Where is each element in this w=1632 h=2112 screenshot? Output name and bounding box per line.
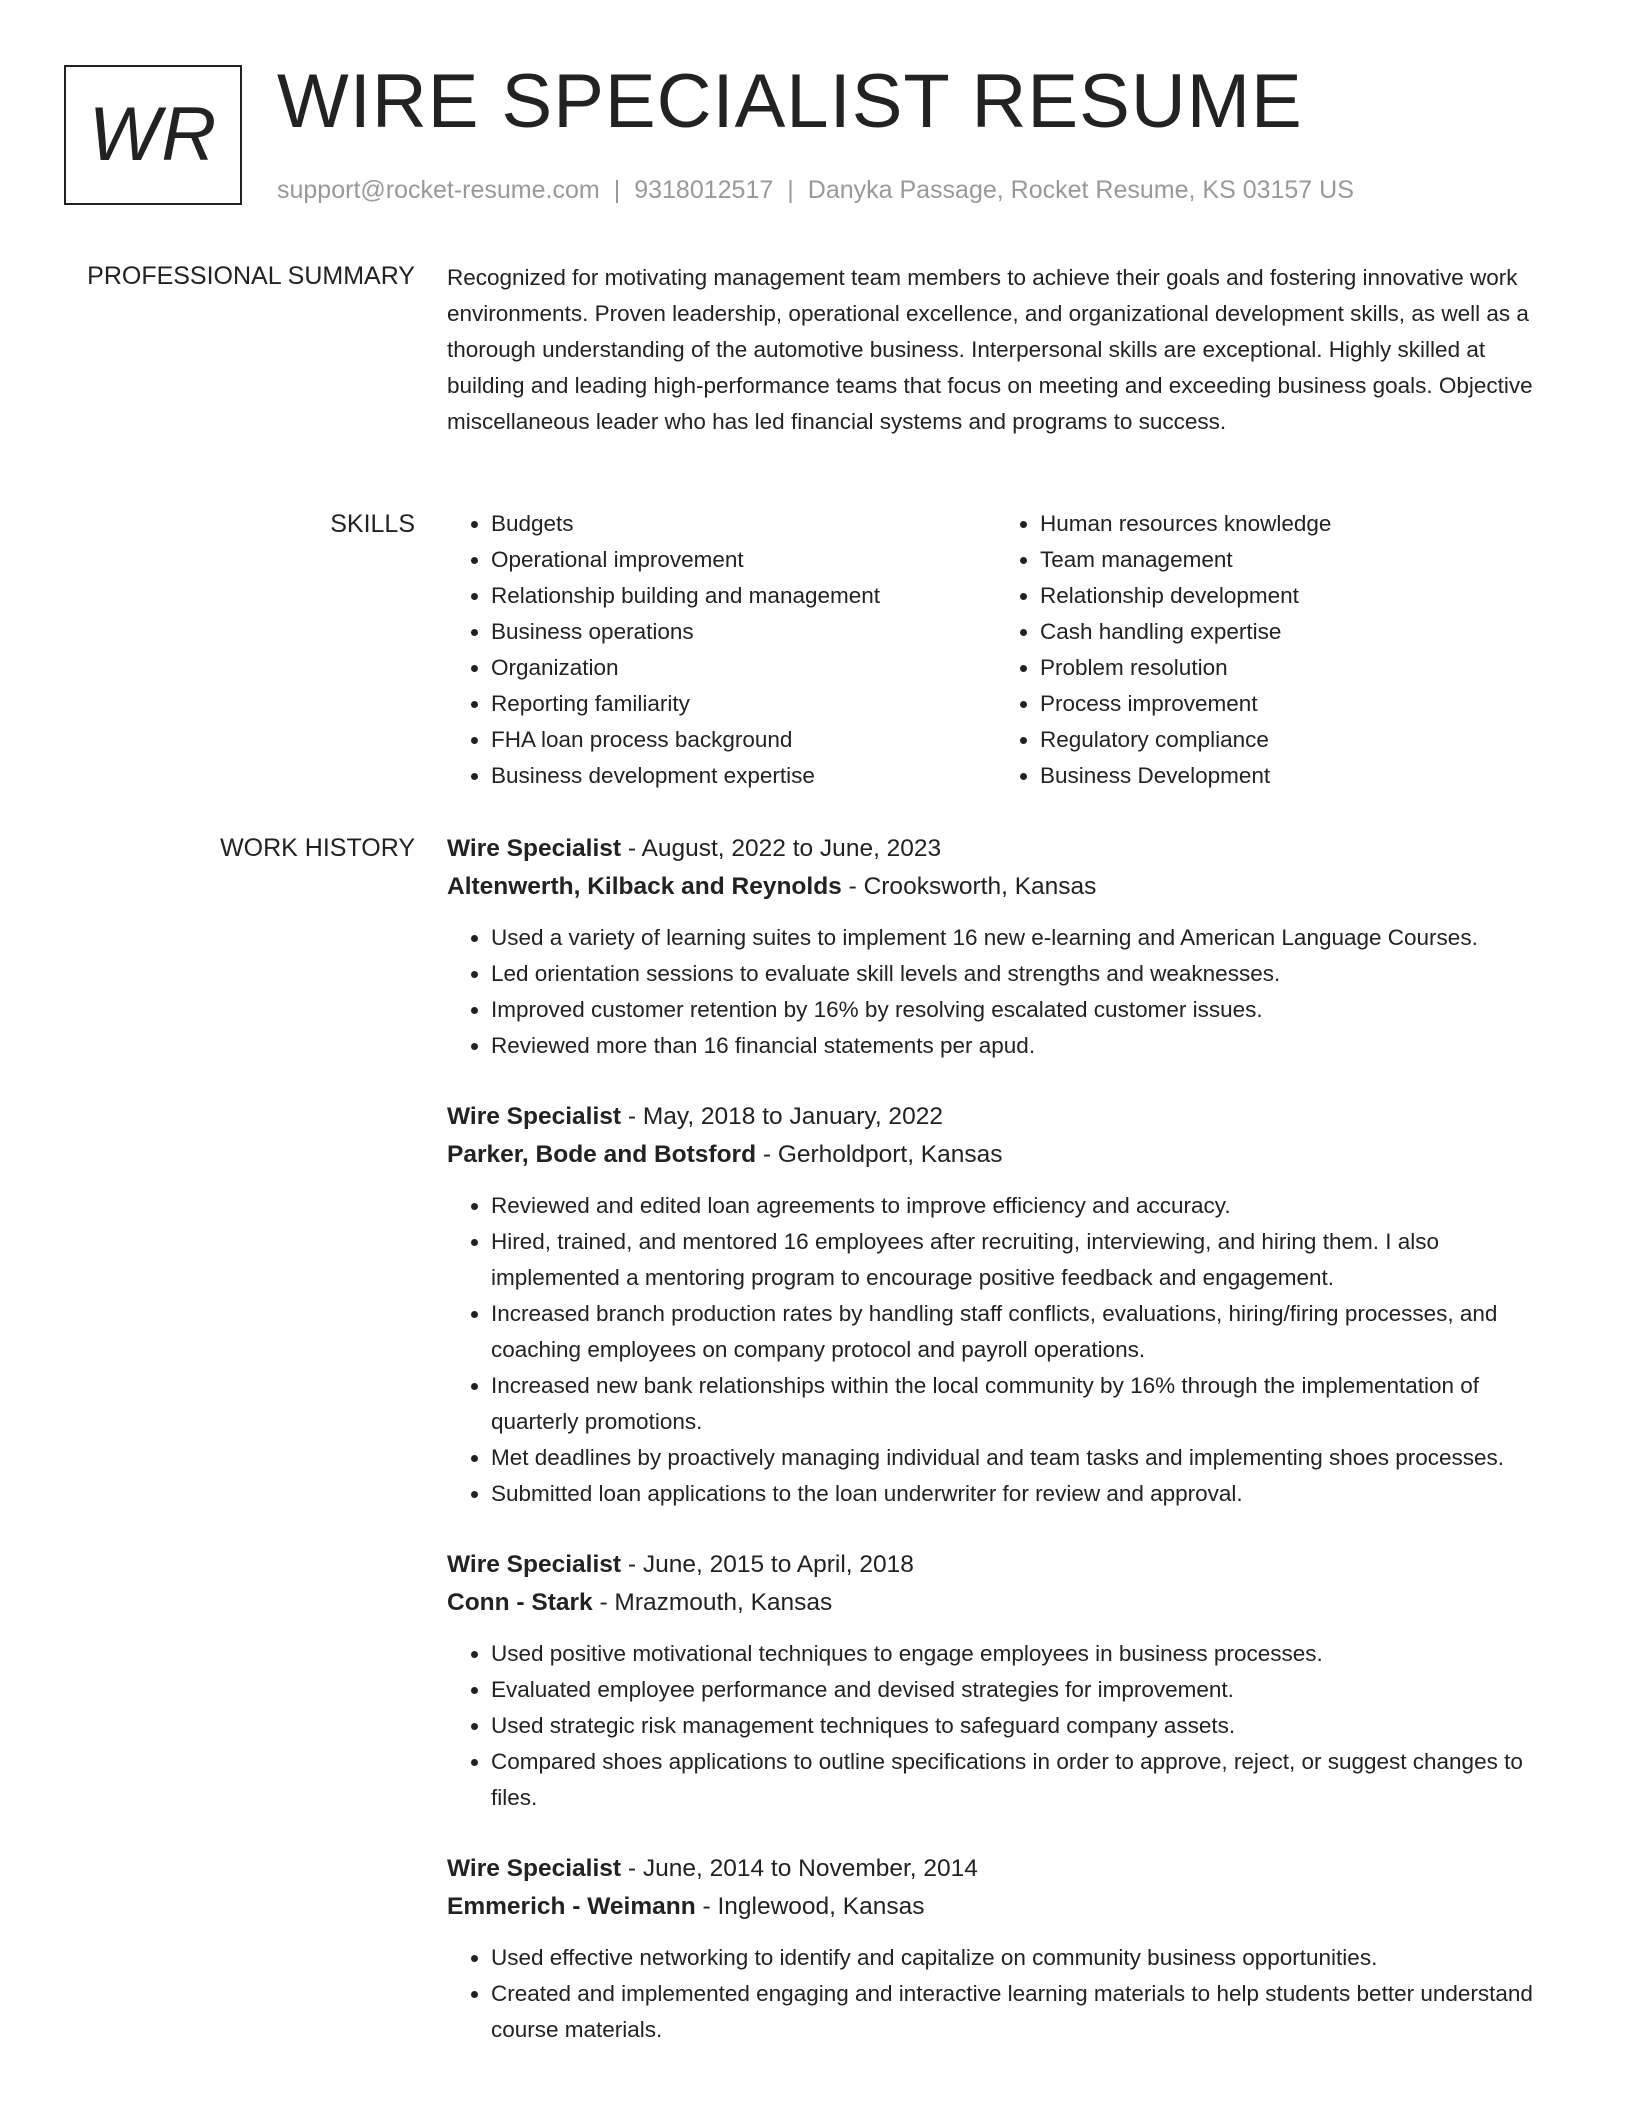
job-location: - Gerholdport, Kansas (756, 1141, 1003, 1168)
job-title: Wire Specialist (447, 835, 622, 862)
job-company: Parker, Bode and Botsford (447, 1141, 757, 1168)
job-company-line (447, 1584, 1572, 1622)
skill-item: • Operational improvement (491, 542, 996, 578)
professional-summary-heading: PROFESSIONAL SUMMARY (87, 262, 415, 290)
job-bullet: • Hired, trained, and mentored 16 employees after recruiting, interviewing, and hiring them. I also implemented a mentoring program to encourage positive feedback and engagement. (491, 1224, 1572, 1296)
job-bullet: • Led orientation sessions to evaluate skill levels and strengths and weaknesses. (491, 956, 1572, 992)
job-bullets (447, 920, 1572, 1064)
job-bullet: • Used a variety of learning suites to implement 16 new e-learning and American Language Courses. (491, 920, 1572, 956)
contact-separator: | (613, 176, 621, 204)
resume-title: WIRE SPECIALIST RESUME (277, 59, 1303, 144)
job-entry (447, 1098, 1572, 1512)
job-bullet: • Met deadlines by proactively managing individual and team tasks and implementing shoes processes. (491, 1440, 1572, 1476)
contact-separator: | (787, 176, 794, 204)
job-bullet: • Reviewed and edited loan agreements to improve efficiency and accuracy. (491, 1188, 1572, 1224)
skill-item: • Business operations (491, 614, 996, 650)
job-bullets (447, 1636, 1572, 1816)
work-history-heading: WORK HISTORY (220, 834, 415, 862)
job-company: Altenwerth, Kilback and Reynolds (447, 873, 842, 900)
skill-item: • Budgets (491, 506, 996, 542)
skills-list (447, 506, 1562, 794)
job-bullet: • Submitted loan applications to the loan underwriter for review and approval. (491, 1476, 1572, 1512)
skill-item: • Organization (491, 650, 996, 686)
skills-heading: SKILLS (330, 510, 415, 538)
job-bullet: • Used positive motivational techniques to engage employees in business processes. (491, 1636, 1572, 1672)
job-title-line (447, 830, 1572, 868)
job-bullet: • Increased new bank relationships within the local community by 16% through the implementation of quarterly promotions. (491, 1368, 1572, 1440)
job-company-line (447, 1136, 1572, 1174)
skill-item: • Relationship development (1040, 578, 1331, 614)
skill-item: • Business development expertise (491, 758, 996, 794)
contact-email: support@rocket-resume.com (277, 176, 600, 204)
job-company-line (447, 1888, 1572, 1926)
contact-phone: 9318012517 (634, 176, 774, 204)
skill-item: • Process improvement (1040, 686, 1331, 722)
monogram: WR (64, 65, 242, 205)
job-dates: - June, 2015 to April, 2018 (621, 1551, 914, 1578)
job-title-line (447, 1546, 1572, 1584)
job-title-line (447, 1098, 1572, 1136)
job-bullet: • Compared shoes applications to outline specifications in order to approve, reject, or suggest changes to files. (491, 1744, 1572, 1816)
skill-item: • Team management (1040, 542, 1331, 578)
skill-item: • Human resources knowledge (1040, 506, 1331, 542)
job-entry (447, 830, 1572, 1064)
skill-item: • Problem resolution (1040, 650, 1331, 686)
job-location: - Crooksworth, Kansas (841, 873, 1097, 900)
job-company: Emmerich - Weimann (447, 1893, 696, 1920)
skill-item: • Cash handling expertise (1040, 614, 1331, 650)
job-dates: - August, 2022 to June, 2023 (621, 835, 942, 862)
job-title: Wire Specialist (447, 1103, 622, 1130)
skill-item: • Reporting familiarity (491, 686, 996, 722)
contact-line (277, 172, 1354, 208)
job-bullets (447, 1940, 1572, 2048)
professional-summary-text: Recognized for motivating management team members to achieve their goals and fostering innovative work environments. Proven leadership, operational excellence, and organizational development skills, as well as a thorough understanding of the automotive business. Interpersonal skills are exceptional. Highly skilled at building and leading high-performance teams that focus on meeting and exceeding business goals. Objective miscellaneous leader who has led financial systems and programs to success. (447, 265, 1533, 434)
job-bullet: • Improved customer retention by 16% by resolving escalated customer issues. (491, 992, 1572, 1028)
skill-item: • Business Development (1040, 758, 1331, 794)
job-bullet: • Increased branch production rates by handling staff conflicts, evaluations, hiring/firing processes, and coaching employees on company protocol and payroll operations. (491, 1296, 1572, 1368)
job-title: Wire Specialist (447, 1551, 622, 1578)
skill-item: • Regulatory compliance (1040, 722, 1331, 758)
job-bullets (447, 1188, 1572, 1512)
job-bullet: • Reviewed more than 16 financial statements per apud. (491, 1028, 1572, 1064)
contact-address: Danyka Passage, Rocket Resume, KS 03157 US (807, 176, 1354, 204)
job-entry (447, 1850, 1572, 2048)
job-bullet: • Evaluated employee performance and devised strategies for improvement. (491, 1672, 1572, 1708)
job-location: - Inglewood, Kansas (695, 1893, 925, 1920)
job-entry (447, 1546, 1572, 1816)
skills-column-left (447, 506, 996, 794)
job-company: Conn - Stark (447, 1589, 593, 1616)
skills-column-right (996, 506, 1331, 794)
skill-item: • Relationship building and management (491, 578, 996, 614)
job-dates: - May, 2018 to January, 2022 (621, 1103, 943, 1130)
job-bullet: • Used strategic risk management techniques to safeguard company assets. (491, 1708, 1572, 1744)
job-bullet: • Used effective networking to identify and capitalize on community business opportunities. (491, 1940, 1572, 1976)
job-title-line (447, 1850, 1572, 1888)
job-title: Wire Specialist (447, 1855, 622, 1882)
job-location: - Mrazmouth, Kansas (592, 1589, 833, 1616)
job-company-line (447, 868, 1572, 906)
work-history-list (447, 830, 1572, 2082)
job-dates: - June, 2014 to November, 2014 (621, 1855, 978, 1882)
skill-item: • FHA loan process background (491, 722, 996, 758)
job-bullet: • Created and implemented engaging and interactive learning materials to help students better understand course materials. (491, 1976, 1572, 2048)
